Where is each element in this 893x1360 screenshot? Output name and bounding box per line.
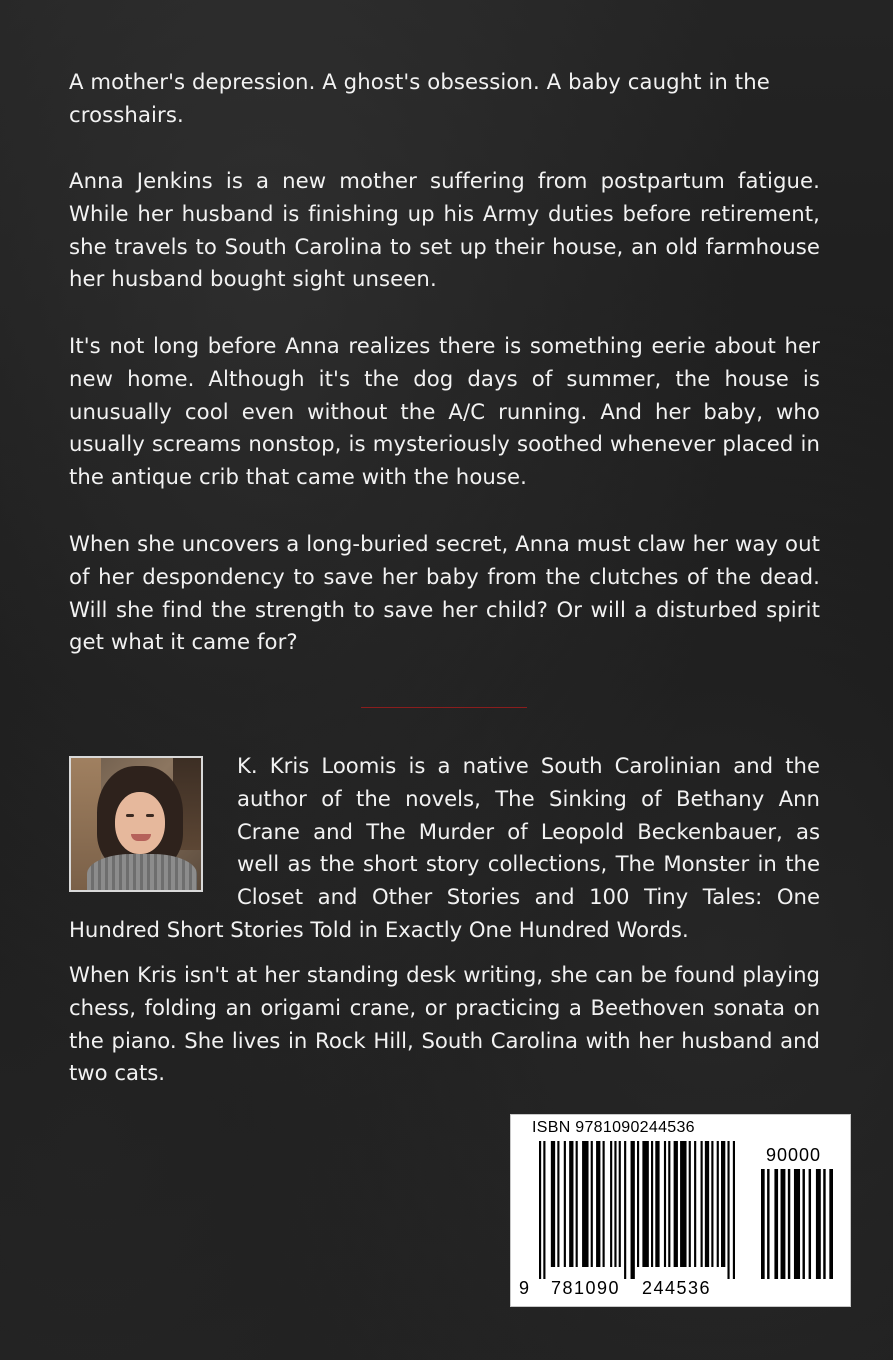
author-bio-section bbox=[69, 750, 820, 947]
blurb-tagline: A mother's depression. A ghost's obsession. A baby caught in the crosshairs. bbox=[69, 69, 770, 127]
ean-first-digit: 9 bbox=[519, 1278, 530, 1298]
blurb-paragraph: Anna Jenkins is a new mother suffering from postpartum fatigue. While her husband is finishing up his Army duties before retirement, she travels to South Carolina to set up their house, an old farmhouse her husband bought sight unseen. bbox=[69, 168, 820, 292]
isbn-label: ISBN 9781090244536 bbox=[532, 1119, 695, 1136]
ean-bars bbox=[539, 1141, 735, 1279]
author-photo bbox=[69, 756, 203, 892]
price-code: 90000 bbox=[766, 1145, 822, 1165]
addon-bars bbox=[761, 1169, 833, 1279]
ean-left-digits: 781090 bbox=[551, 1278, 621, 1298]
author-bio: K. Kris Loomis is a native South Carolinian and the author of the novels, The Sinking of Bethany Ann Crane and The Murder of Leopold Beckenbauer, as well as the short story collections, The Monster in the Closet and Other Stories and 100 Tiny Tales: One Hundred Short Stories Told in Exactly One Hundred Words. bbox=[69, 753, 820, 942]
section-divider bbox=[361, 707, 527, 708]
blurb-paragraph: It's not long before Anna realizes there is something eerie about her new home. Although it's the dog days of summer, the house is unusually cool even without the A/C running. And her baby, who usually screams nonstop, is mysteriously soothed whenever placed in the antique crib that came with the house. bbox=[69, 333, 820, 490]
ean-right-digits: 244536 bbox=[642, 1278, 712, 1298]
blurb-paragraph: When she uncovers a long-buried secret, Anna must claw her way out of her despondency to save her baby from the clutches of the dead. Will she find the strength to save her child? Or will a disturbed spirit get what it came for? bbox=[69, 531, 820, 655]
isbn-barcode bbox=[510, 1114, 851, 1307]
author-bio-continued: When Kris isn't at her standing desk writing, she can be found playing chess, folding an origami crane, or practicing a Beethoven sonata on the piano. She lives in Rock Hill, South Carolina with her husband and two cats. bbox=[69, 962, 820, 1086]
